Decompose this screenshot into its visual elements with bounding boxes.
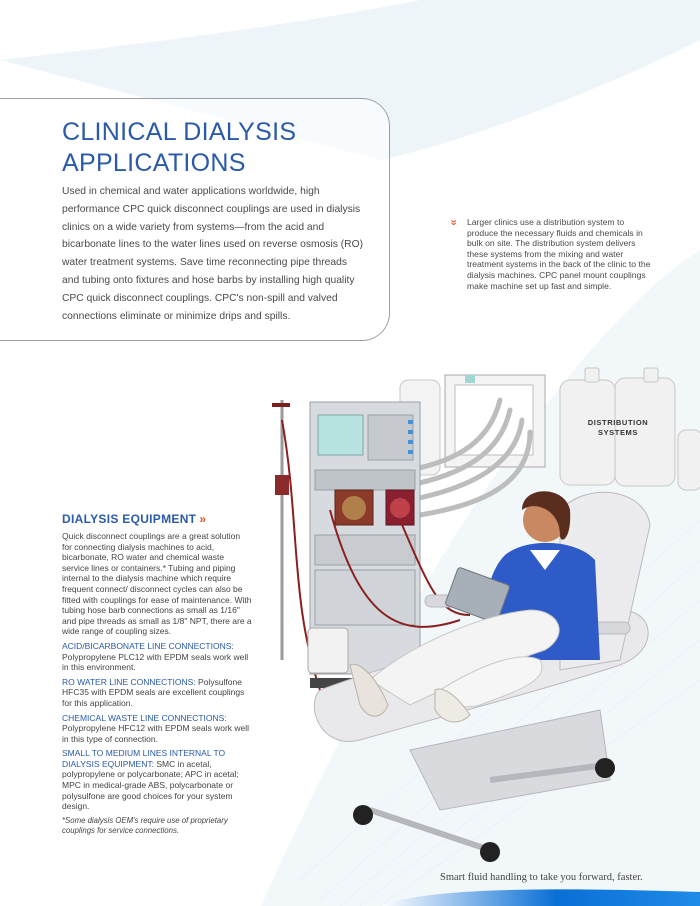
distribution-systems-label bbox=[578, 418, 658, 438]
equipment-heading bbox=[62, 512, 206, 526]
distribution-note-text: Larger clinics use a distribution system to produce the necessary fluids and chemicals in bulk on site. The distribution system delivers these systems from the mixing and water treatment systems in the back of the clinic to the dialysis machines. CPC panel mount couplings make machine set up fast and simple. bbox=[467, 217, 651, 291]
tagline: Smart fluid handling to take you forward, faster. bbox=[440, 872, 643, 883]
equipment-item-head: ACID/BICARBONATE LINE CONNECTIONS: bbox=[62, 640, 234, 651]
equipment-item-head: CHEMICAL WASTE LINE CONNECTIONS: bbox=[62, 712, 227, 723]
equipment-item bbox=[62, 641, 252, 673]
equipment-item bbox=[62, 677, 252, 709]
page-title-line1: CLINICAL DIALYSIS bbox=[62, 118, 297, 146]
equipment-item-head: RO WATER LINE CONNECTIONS: bbox=[62, 676, 196, 687]
equipment-item bbox=[62, 748, 252, 812]
footnote: *Some dialysis OEM's require use of proprietary couplings for service connections. bbox=[62, 815, 228, 835]
equipment-item-text: Polypropylene PLC12 with EPDM seals work well in this environment. bbox=[62, 651, 249, 673]
distribution-label-line1: DISTRIBUTION bbox=[587, 418, 649, 427]
intro-paragraph: Used in chemical and water applications worldwide, high performance CPC quick disconnect couplings are used in dialysis clinics on a wide variety from systems—from the acid and bicarbonate lines to the water lines used on reverse osmosis (RO) water treatment systems. Save time reconnecting pipe threads and tubing onto fixtures and hose barbs by installing high quality CPC quick disconnect couplings. CPC's non-spill and valved connections eliminate or minimize drips and spills. bbox=[62, 186, 364, 322]
chevron-double-down-icon: » bbox=[447, 219, 460, 226]
distribution-label-line2: SYSTEMS bbox=[597, 428, 639, 437]
equipment-body: Quick disconnect couplings are a great solution for connecting dialysis machines to acid, bicarbonate, RO water and chemical waste service lines or containers.* Tubing and piping internal to the dialysis machine which require frequent connect/ disconnect cycles can also be fitted with couplings for ease of maintenance. With tubing hose barb connections as small as 1/16" and pipe threads as small as 1/8" NPT, there are a wide range of coupling sizes. bbox=[62, 531, 252, 637]
page-title-line2: APPLICATIONS bbox=[62, 149, 246, 177]
chevron-right-double-icon: » bbox=[199, 512, 207, 526]
equipment-heading-text: DIALYSIS EQUIPMENT bbox=[62, 512, 197, 526]
equipment-item bbox=[62, 713, 252, 745]
equipment-item-head: SMALL TO MEDIUM LINES INTERNAL TO DIALYSIS EQUIPMENT: bbox=[62, 748, 226, 769]
equipment-item-text: Polypropylene HFC12 with EPDM seals work well in this type of connection. bbox=[62, 723, 250, 744]
equipment-item-text: SMC in acetal, polypropylene or polycarbonate; APC in acetal; MPC in medical-grade ABS, polycarbonate or polysulfone are good choices for your system design. bbox=[62, 758, 239, 812]
page-title bbox=[62, 117, 382, 179]
equipment-column bbox=[62, 531, 252, 839]
equipment-item-text: Polysulfone HFC35 with EPDM seals are excellent couplings for this application. bbox=[62, 676, 245, 708]
bottom-wave-bar bbox=[0, 880, 700, 906]
